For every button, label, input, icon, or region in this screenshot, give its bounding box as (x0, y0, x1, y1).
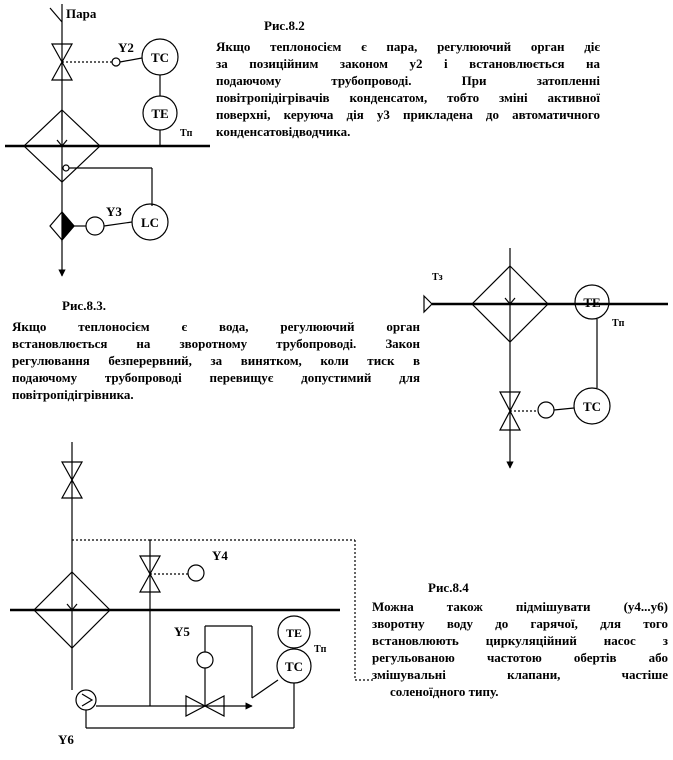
fig83-caption (12, 318, 420, 403)
fig84-y6-label: Y6 (58, 732, 74, 747)
fig83-line: подаючому трубопроводі перевищує допустимий для (12, 370, 420, 385)
fig84-line: встановлюють циркуляційний насос з (372, 633, 668, 648)
fig82-line: подаючому трубопроводі. При затопленні (216, 73, 600, 88)
fig84-line: зворотну воду до гарячої, для того (372, 616, 668, 631)
steam-label: Пара (66, 6, 97, 21)
fig82-scheme (5, 4, 210, 276)
fig83-valve-actuator (538, 402, 554, 418)
fig84-title: Рис.8.4 (428, 580, 469, 595)
fig84-line: Можна також підмішувати (y4...y6) (372, 599, 668, 614)
fig83-line: встановлюється на зворотному трубопроводі. Закон (12, 336, 420, 351)
fig83-tn-label: Tп (612, 318, 625, 329)
fig83-title: Рис.8.3. (62, 298, 106, 313)
fig83-line: регулювання безперервний, за винятком, коли тиск в (12, 353, 420, 368)
fig84-y5-label: Y5 (174, 624, 190, 639)
fig82-y2-label: Y2 (118, 40, 134, 55)
fig83-tz-label: Tз (432, 272, 443, 283)
fig84-tc-link (252, 680, 278, 698)
fig82-line: Якщо теплоносієм є пара, регулюючий орган діє (216, 39, 600, 54)
fig83-tc-label: TC (582, 399, 602, 414)
fig84-y4-actuator (188, 565, 204, 581)
fig82-tc-link (120, 58, 142, 62)
fig83-air-inlet (424, 296, 432, 312)
fig83-tc-link (554, 408, 574, 410)
fig84-line: змішувальні клапани, частіше (372, 667, 668, 682)
fig82-line: повітропідігрівачів конденсатом, тобто зміні активної (216, 90, 600, 105)
fig82-y3-label: Y3 (106, 204, 122, 219)
fig82-te-label: TE (151, 106, 169, 121)
fig84-y4-label: Y4 (212, 548, 228, 563)
fig82-tc-label: TC (150, 50, 170, 65)
fig82-tn-label: Tп (180, 128, 193, 139)
fig83-scheme (424, 248, 668, 468)
fig82-lc-label: LC (140, 215, 160, 230)
fig84-te-label: TE (285, 626, 303, 640)
fig84-tc-label: TC (284, 659, 304, 674)
fig83-line: повітропідігрівника. (12, 387, 134, 402)
steam-arrow-stub (50, 8, 62, 22)
fig82-y2-actuator (112, 58, 120, 66)
fig83-line: Якщо теплоносієм є вода, регулюючий орган (12, 319, 420, 334)
fig83-te-label: TE (583, 295, 601, 310)
fig82-lc-link (104, 222, 132, 226)
fig82-line: поверхні, керуюча дія y3 прикладена до автоматичного (216, 107, 600, 122)
fig84-line: соленоїдного типу. (390, 684, 499, 699)
fig84-line: регульованою частотою обертів або (372, 650, 668, 665)
fig82-line: за позиційним законом y2 і встановлюється на (216, 56, 600, 71)
fig84-caption (372, 598, 668, 700)
fig82-title: Рис.8.2 (264, 18, 305, 33)
fig84-tn-label: Tп (314, 644, 327, 655)
fig84-scheme (10, 442, 374, 728)
fig84-y5-actuator (197, 652, 213, 668)
fig82-y3-actuator (86, 217, 104, 235)
fig82-line: конденсатовідводчика. (216, 124, 351, 139)
fig82-caption (216, 38, 600, 140)
fig82-level-tap (63, 165, 69, 171)
